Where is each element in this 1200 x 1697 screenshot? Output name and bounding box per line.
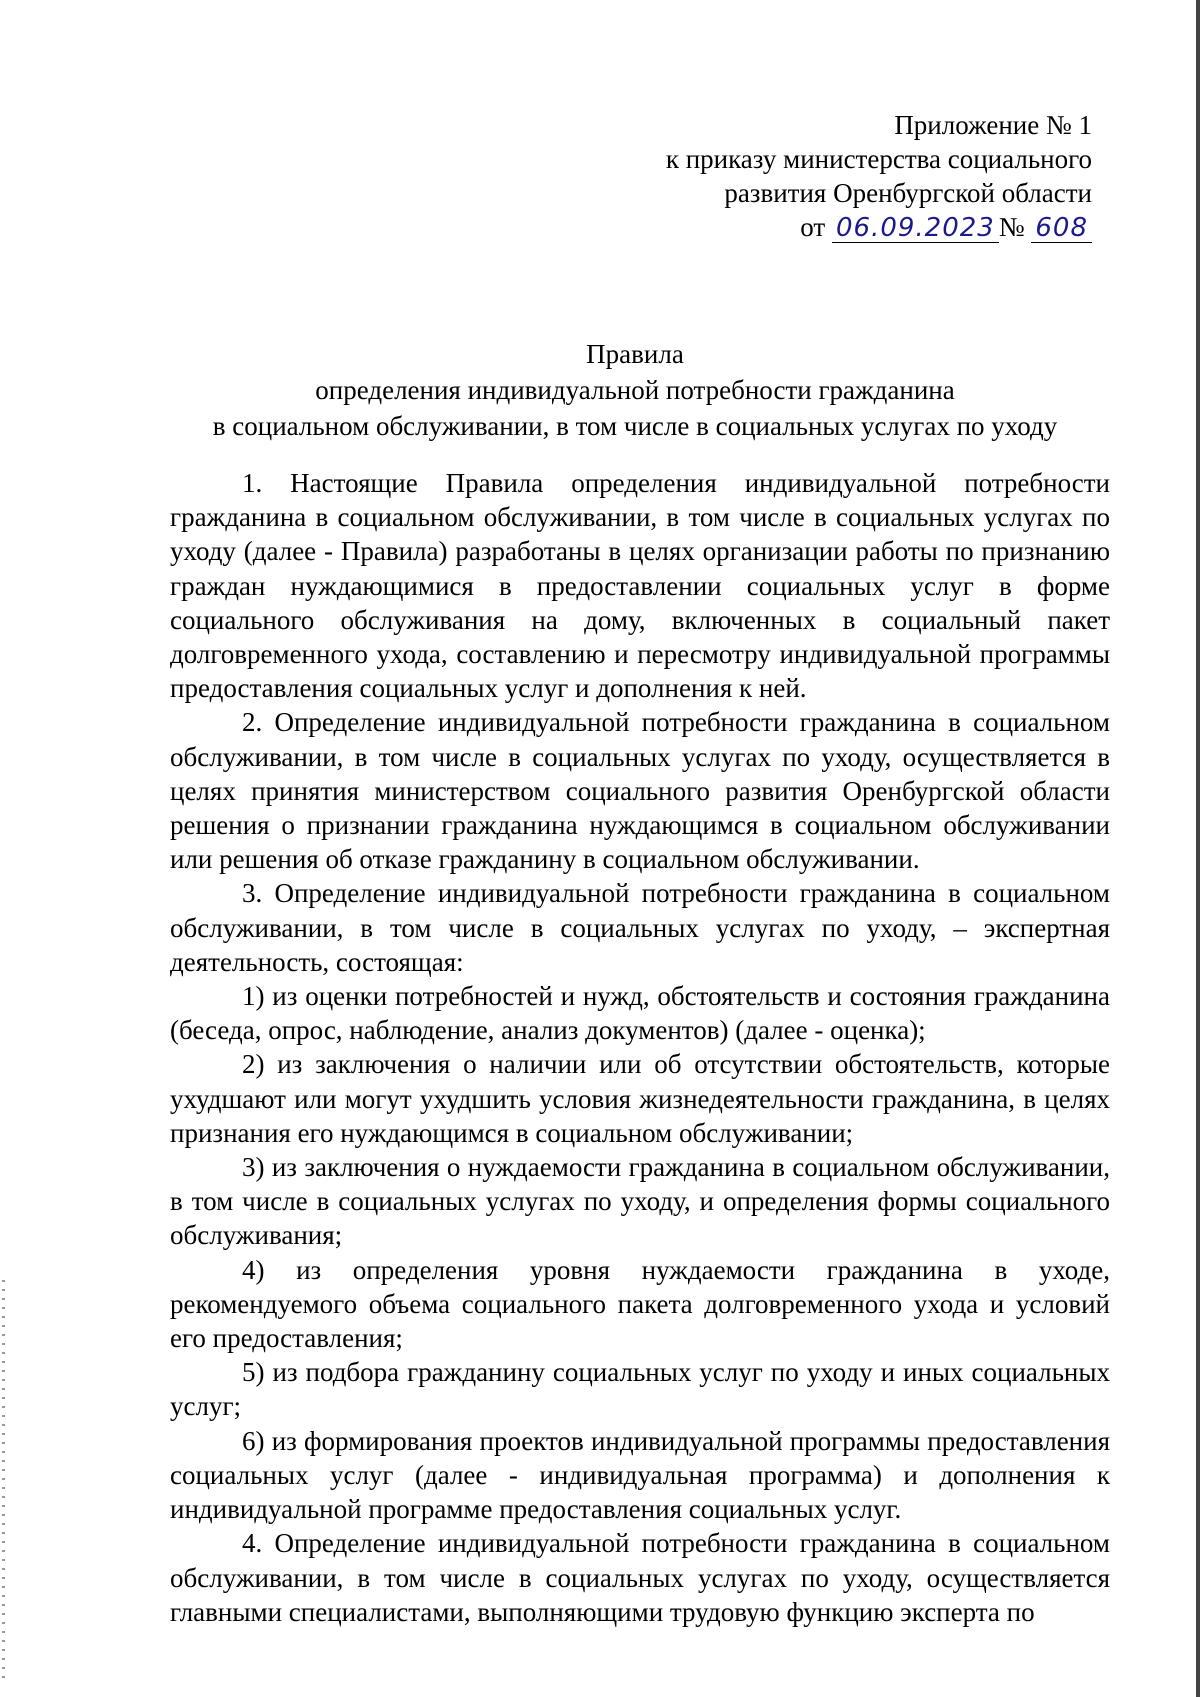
document-body [170,466,1110,1629]
paragraph-1: 1. Настоящие Правила определения индивидуальной потребности гражданина в социальном обслуживании, в том числе в социальных услугах по уходу (далее - Правила) разработаны в целях организации работы по признанию граждан нуждающимися в предоставлении социальных услуг в форме социального обслуживания на дому, включенных в социальный пакет долговременного ухода, составлению и пересмотру индивидуальной программы предоставления социальных услуг и дополнения к ней. [170,468,1110,704]
appendix-ministry-line: развития Оренбургской области [724,178,1092,208]
paragraph-3-item-4: 4) из определения уровня нуждаемости гражданина в уходе, рекомендуемого объема социального пакета долговременного ухода и условий его предоставления; [170,1254,1110,1354]
title-line-2: определения индивидуальной потребности гражданина [315,375,955,405]
paragraph-2: 2. Определение индивидуальной потребности гражданина в социальном обслуживании, в том числе в социальных услугах по уходу, осуществляется в целях принятия министерством социального развития Оренбургской области решения о признании гражданина нуждающимся в социальном обслуживании или решения об отказе гражданину в социальном обслуживании. [170,707,1110,875]
paragraph-3: 3. Определение индивидуальной потребности гражданина в социальном обслуживании, в том числе в социальных услугах по уходу, – экспертная деятельность, состоящая: [170,878,1110,977]
number-prefix: № [998,212,1025,242]
title-line-1: Правила [586,339,684,369]
paragraph-3-item-5: 5) из подбора гражданину социальных услуг по уходу и иных социальных услуг; [170,1357,1110,1422]
date-prefix: от [800,212,826,242]
appendix-header [666,108,1092,244]
handwritten-number: 608 [1031,214,1092,243]
paragraph-3-item-2: 2) из заключения о наличии или об отсутствии обстоятельств, которые ухудшают или могут ухудшить условия жизнедеятельности гражданина, в целях признания его нуждающимся в социальном обслуживании; [170,1049,1110,1148]
handwritten-date: 06.09.2023 [832,214,999,243]
paragraph-3-item-3: 3) из заключения о нуждаемости гражданина в социальном обслуживании, в том числе в социальных услугах по уходу, и определения формы социального обслуживания; [170,1152,1110,1251]
appendix-date-number-line [666,210,1092,244]
paragraph-3-item-6: 6) из формирования проектов индивидуальной программы предоставления социальных услуг (далее - индивидуальная программа) и дополнения к индивидуальной программе предоставления социальных услуг. [170,1425,1110,1525]
appendix-order-line: к приказу министерства социального [665,144,1092,174]
scan-edge-artifact [2,1280,5,1680]
appendix-title: Приложение № 1 [894,110,1092,140]
title-line-3: в социальном обслуживании, в том числе в социальных услугах по уходу [212,411,1058,441]
scan-right-border [1196,0,1200,1697]
document-title [170,336,1100,444]
paragraph-3-item-1: 1) из оценки потребностей и нужд, обстоятельств и состояния гражданина (беседа, опрос, наблюдение, анализ документов) (далее - оценка); [170,981,1110,1046]
paragraph-4: 4. Определение индивидуальной потребности гражданина в социальном обслуживании, в том числе в социальных услугах по уходу, осуществляется главными специалистами, выполняющими трудовую функцию эксперта по [170,1528,1110,1627]
